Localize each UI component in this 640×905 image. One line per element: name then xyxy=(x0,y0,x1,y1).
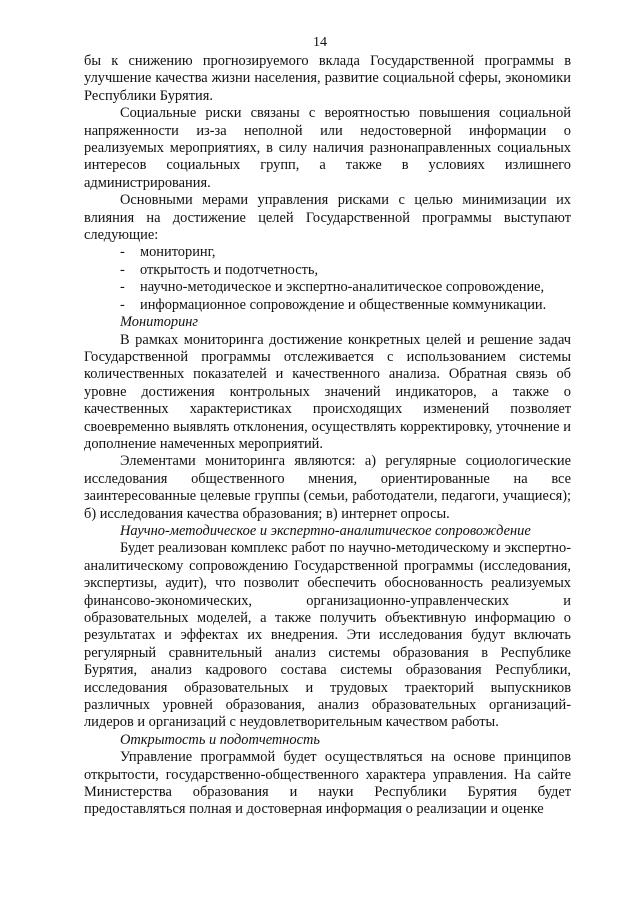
list-item: - мониторинг, xyxy=(120,244,216,261)
list-marker: - xyxy=(120,279,125,296)
list-marker: - xyxy=(120,296,125,313)
list-item: - научно-методическое и экспертно-аналитическое сопровождение, xyxy=(120,279,545,296)
document-body xyxy=(84,53,571,819)
section-heading-monitoring: Мониторинг xyxy=(120,314,199,331)
social-risks-paragraph: Социальные риски связаны с вероятностью повышения социальной напряженности из-за неполной или недостоверной информации о реализуемых мероприятиях, в силу наличия разнонаправленных социальных интересов социальных групп, а также в условиях излишнего администрирования. xyxy=(84,105,571,191)
list-item: - информационное сопровождение и общественные коммуникации. xyxy=(120,296,547,313)
measures-intro-paragraph: Основными мерами управления рисками с целью минимизации их влияния на достижение целей Государственной программы выступают следующие: xyxy=(84,192,571,244)
monitoring-paragraph: В рамках мониторинга достижение конкретных целей и решение задач Государственной программы отслеживается с использованием системы количественных показателей и качественного анализа. Обратная связь об уровне достижения контрольных значений индикаторов, а также о качественных характеристиках происходящих изменений позволяет своевременно выявлять отклонения, осуществлять корректировку, уточнение и дополнение намеченных мероприятий. xyxy=(84,331,571,452)
section-heading-openness: Открытость и подотчетность xyxy=(120,731,320,748)
list-marker: - xyxy=(120,244,125,261)
list-item: - открытость и подотчетность, xyxy=(120,261,319,278)
measures-list xyxy=(84,244,571,314)
continuation-paragraph: бы к снижению прогнозируемого вклада Государственной программы в улучшение качества жизни населения, развитие социальной сферы, экономики Республики Бурятия. xyxy=(84,53,571,104)
list-marker: - xyxy=(120,261,125,278)
page-number: 14 xyxy=(313,35,327,50)
section-heading-scientific: Научно-методическое и экспертно-аналитическое сопровождение xyxy=(120,522,531,539)
scientific-paragraph: Будет реализован комплекс работ по научно-методическому и экспертно-аналитическому сопровождению Государственной программы (исследования, экспертизы, аудит), что позволит обеспечить обоснованность реализуемых финансово-экономических, организационно-управленческих и образовательных моделей, а также получить объективную информацию о результатах и эффектах их внедрения. Эти исследования будут включать регулярный сравнительный анализ системы образования в Республике Бурятия, анализ кадрового состава системы образования Республики, исследования образовательных и трудовых траекторий выпускников различных уровней образования, анализ образовательных организаций-лидеров и организаций с неудовлетворительным качеством работы. xyxy=(84,540,571,731)
monitoring-elements-paragraph: Элементами мониторинга являются: а) регулярные социологические исследования общественного мнения, ориентированные на все заинтересованные целевые группы (семьи, работодатели, педагоги, учащиеся); б) исследования качества образования; в) интернет опросы. xyxy=(84,453,571,522)
openness-paragraph: Управление программой будет осуществляться на основе принципов открытости, государственно-общественного характера управления. На сайте Министерства образования и науки Республики Бурятия будет предоставляться полная и достоверная информация о реализации и оценке xyxy=(84,749,571,818)
